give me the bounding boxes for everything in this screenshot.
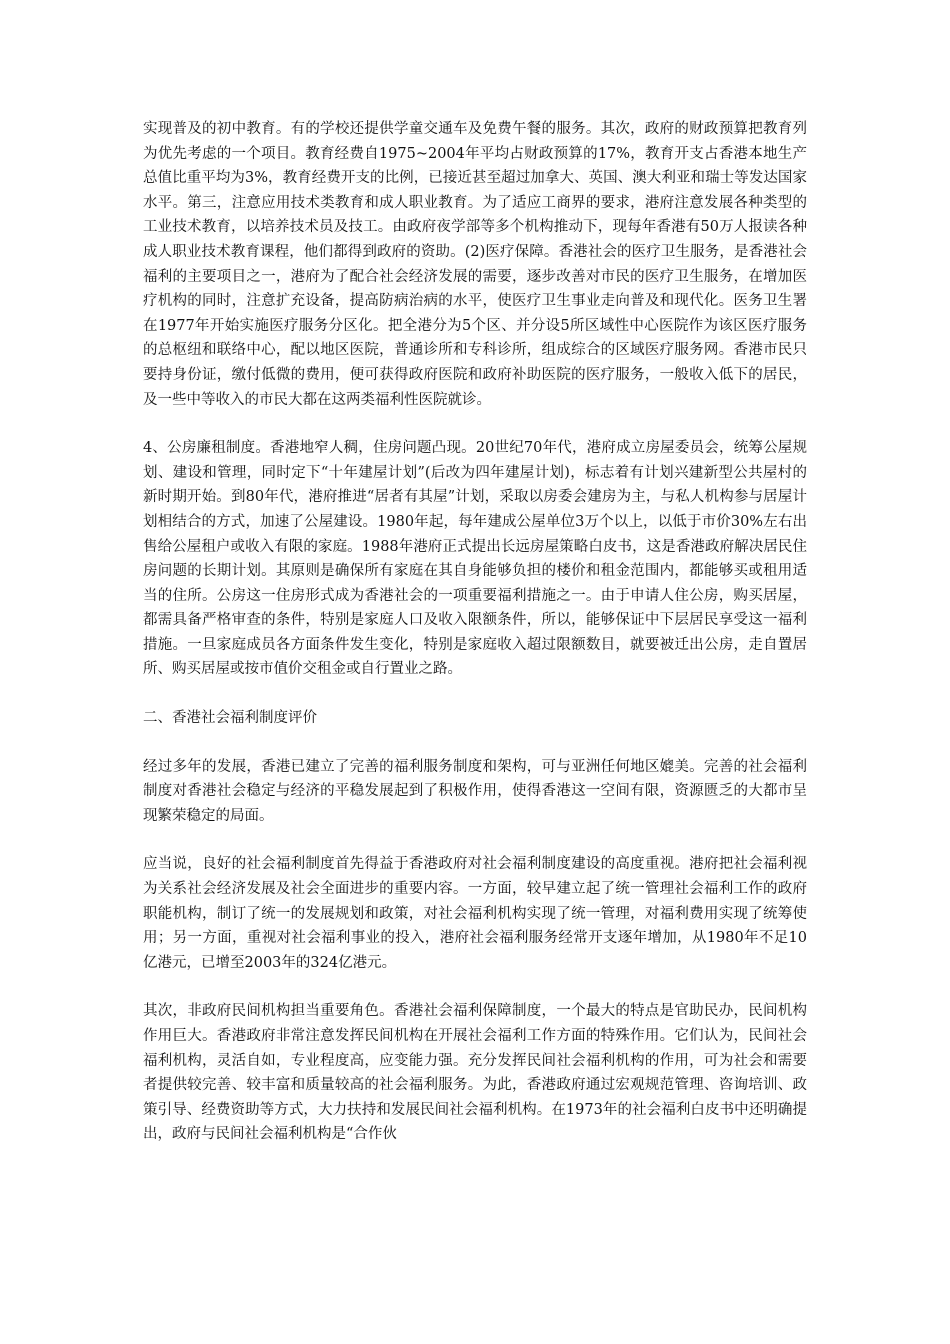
paragraph-education-medical: 实现普及的初中教育。有的学校还提供学童交通车及免费午餐的服务。其次，政府的财政预算把教育列为优先考虑的一个项目。教育经费自1975~2004年平均占财政预算的17%，教育开支占香港本地生产总值比重平均为3%，教育经费开支的比例，已接近甚至超过加拿大、英国、澳大利亚和瑞士等发达国家水平。第三，注意应用技术类教育和成人职业教育。为了适应工商界的要求，港府注意发展各种类型的工业技术教育，以培养技术员及技工。由政府夜学部等多个机构推动下，现每年香港有50万人报读各种成人职业技术教育课程，他们都得到政府的资助。(2)医疗保障。香港社会的医疗卫生服务，是香港社会福利的主要项目之一，港府为了配合社会经济发展的需要，逐步改善对市民的医疗卫生服务，在增加医疗机构的同时，注意扩充设备，提高防病治病的水平，使医疗卫生事业走向普及和现代化。医务卫生署在1977年开始实施医疗服务分区化。把全港分为5个区、并分设5所区域性中心医院作为该区医疗服务的总枢纽和联络中心，配以地区医院，普通诊所和专科诊所，组成综合的区域医疗服务网。香港市民只要持身份证，缴付低微的费用，便可获得政府医院和政府补助医院的医疗服务，一般收入低下的居民，及一些中等收入的市民大都在这两类福利性医院就诊。 xyxy=(143,121,807,408)
paragraph-overview: 经过多年的发展，香港已建立了完善的福利服务制度和架构，可与亚洲任何地区媲美。完善的社会福利制度对香港社会稳定与经济的平稳发展起到了积极作用，使得香港这一空间有限，资源匮乏的大都市呈现繁荣稳定的局面。 xyxy=(143,758,807,824)
document-page xyxy=(143,117,807,1171)
paragraph-ngo-role: 其次，非政府民间机构担当重要角色。香港社会福利保障制度，一个最大的特点是官助民办，民间机构作用巨大。香港政府非常注意发挥民间机构在开展社会福利工作方面的特殊作用。它们认为，民间社会福利机构，灵活自如，专业程度高，应变能力强。充分发挥民间社会福利机构的作用，可为社会和需要者提供较完善、较丰富和质量较高的社会福利服务。为此，香港政府通过宏观规范管理、咨询培训、政策引导、经费资助等方式，大力扶持和发展民间社会福利机构。在1973年的社会福利白皮书中还明确提出，政府与民间社会福利机构是“合作伙 xyxy=(143,1003,807,1143)
paragraph-public-housing: 4、公房廉租制度。香港地窄人稠，住房问题凸现。20世纪70年代，港府成立房屋委员会，统筹公屋规划、建设和管理，同时定下“十年建屋计划”(后改为四年建屋计划)，标志着有计划兴建新型公共屋村的新时期开始。到80年代，港府推进“居者有其屋”计划，采取以房委会建房为主，与私人机构参与居屋计划相结合的方式，加速了公屋建设。1980年起，每年建成公屋单位3万个以上，以低于市价30%左右出售给公屋租户或收入有限的家庭。1988年港府正式提出长远房屋策略白皮书，这是香港政府解决居民住房问题的长期计划。其原则是确保所有家庭在其自身能够负担的楼价和租金范围内，都能够买或租用适当的住所。公房这一住房形式成为香港社会的一项重要福利措施之一。由于申请人住公房，购买居屋，都需具备严格审查的条件，特别是家庭人口及收入限额条件，所以，能够保证中下层居民享受这一福利措施。一旦家庭成员各方面条件发生变化，特别是家庭收入超过限额数目，就要被迁出公房，走自置居所、购买居屋或按市值价交租金或自行置业之路。 xyxy=(143,440,807,678)
section-heading: 二、香港社会福利制度评价 xyxy=(143,710,317,727)
paragraph-government-emphasis: 应当说，良好的社会福利制度首先得益于香港政府对社会福利制度建设的高度重视。港府把社会福利视为关系社会经济发展及社会全面进步的重要内容。一方面，较早建立起了统一管理社会福利工作的政府职能机构，制订了统一的发展规划和政策，对社会福利机构实现了统一管理，对福利费用实现了统筹使用；另一方面，重视对社会福利事业的投入，港府社会福利服务经常开支逐年增加，从1980年不足10亿港元，已增至2003年的324亿港元。 xyxy=(143,856,807,971)
